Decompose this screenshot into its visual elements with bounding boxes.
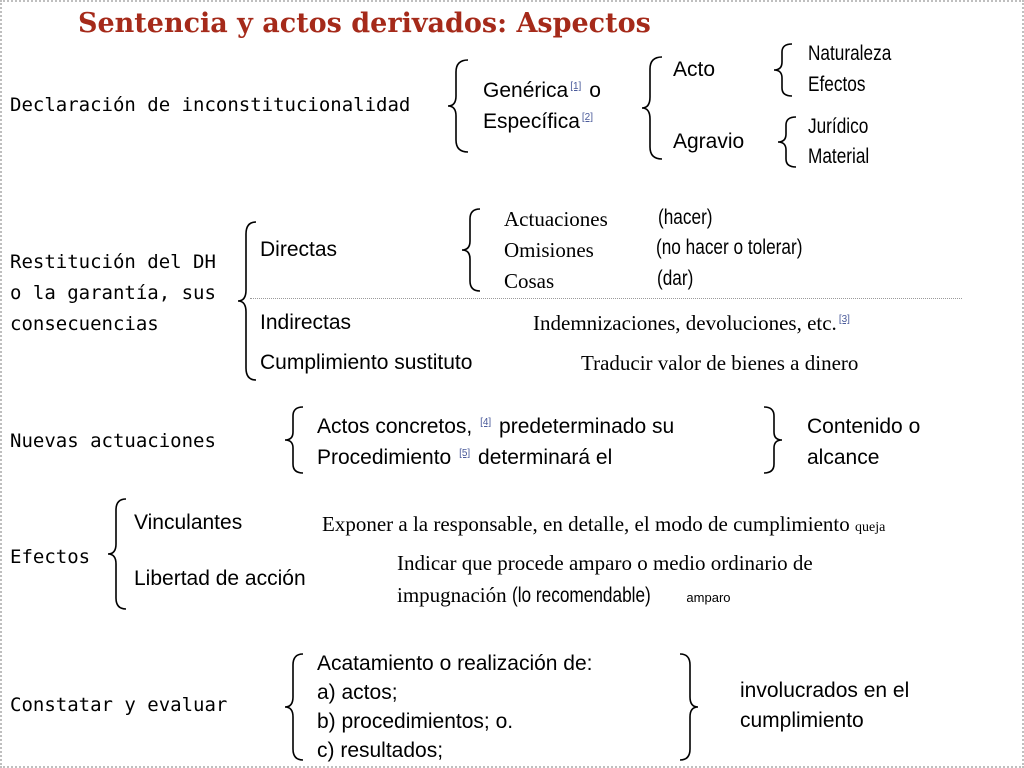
procedimiento-line bbox=[317, 446, 612, 470]
procedimiento-text: Procedimiento bbox=[317, 446, 452, 469]
actuaciones-label: Actuaciones bbox=[504, 207, 608, 231]
impugnacion-text: impugnación bbox=[397, 583, 507, 607]
indicar-line-2 bbox=[397, 583, 731, 608]
footnote-link-3[interactable]: [3] bbox=[838, 314, 850, 325]
o-text: o bbox=[589, 79, 601, 102]
restitucion-heading bbox=[10, 247, 216, 340]
vinculantes-label: Vinculantes bbox=[134, 511, 243, 534]
cosas-label: Cosas bbox=[504, 269, 555, 293]
indemnizaciones-text: Indemnizaciones, devoluciones, etc. bbox=[533, 311, 837, 335]
acatamiento-list bbox=[317, 649, 593, 765]
material-label: Material bbox=[808, 145, 870, 168]
actos-concretos-line bbox=[317, 415, 674, 439]
left-brace-icon bbox=[283, 405, 311, 477]
left-brace-icon bbox=[776, 115, 806, 171]
page-title: Sentencia y actos derivados: Aspectos bbox=[78, 8, 651, 39]
restitucion-line-2: o la garantía, sus bbox=[10, 282, 216, 304]
acatamiento-line-4: c) resultados; bbox=[317, 739, 444, 762]
hacer-label: (hacer) bbox=[658, 206, 713, 229]
recomendable-text: (lo recomendable) bbox=[511, 584, 651, 607]
no-hacer-label: (no hacer o tolerar) bbox=[656, 236, 803, 259]
footnote-link-4[interactable]: [4] bbox=[480, 417, 492, 428]
naturaleza-label: Naturaleza bbox=[808, 42, 892, 65]
right-brace-icon bbox=[760, 405, 788, 477]
acatamiento-line-3: b) procedimientos; o. bbox=[317, 710, 514, 733]
acatamiento-line-2: a) actos; bbox=[317, 681, 398, 704]
juridico-label: Jurídico bbox=[808, 115, 869, 138]
efectos-label: Efectos bbox=[808, 73, 866, 96]
exponer-line bbox=[322, 512, 885, 537]
restitucion-line-1: Restitución del DH bbox=[10, 251, 216, 273]
footnote-link-5[interactable]: [5] bbox=[459, 448, 471, 459]
left-brace-icon bbox=[460, 207, 488, 295]
traducir-label: Traducir valor de bienes a dinero bbox=[581, 351, 859, 375]
generica-line bbox=[483, 79, 601, 103]
amparo-text: amparo bbox=[686, 590, 731, 605]
queja-text: queja bbox=[855, 520, 886, 535]
acto-label: Acto bbox=[673, 58, 716, 81]
left-brace-icon bbox=[640, 55, 670, 161]
declaracion-heading: Declaración de inconstitucionalidad bbox=[10, 94, 411, 116]
dar-label: (dar) bbox=[657, 267, 694, 290]
cumplimiento-sustituto-label: Cumplimiento sustituto bbox=[260, 351, 473, 374]
involucrados-line-1: involucrados en el bbox=[740, 679, 910, 702]
footnote-link-2[interactable]: [2] bbox=[581, 112, 594, 123]
left-brace-icon bbox=[283, 652, 311, 764]
efectos-heading: Efectos bbox=[10, 546, 91, 568]
indirectas-label: Indirectas bbox=[260, 311, 352, 334]
involucrados-line-2: cumplimiento bbox=[740, 709, 864, 732]
left-brace-icon bbox=[772, 42, 802, 100]
constatar-heading: Constatar y evaluar bbox=[10, 694, 228, 716]
left-brace-icon bbox=[106, 497, 134, 613]
omisiones-label: Omisiones bbox=[504, 238, 594, 262]
right-brace-icon bbox=[676, 652, 704, 764]
nuevas-actuaciones-heading: Nuevas actuaciones bbox=[10, 430, 216, 452]
directas-label: Directas bbox=[260, 238, 338, 261]
acatamiento-line-1: Acatamiento o realización de: bbox=[317, 652, 593, 675]
indicar-line-1: Indicar que procede amparo o medio ordinario de bbox=[397, 551, 813, 575]
determinara-text: determinará el bbox=[478, 446, 613, 469]
agravio-label: Agravio bbox=[673, 130, 745, 153]
divider bbox=[250, 298, 962, 299]
especifica-line bbox=[483, 110, 595, 134]
alcance-label: alcance bbox=[807, 446, 880, 469]
generica-text: Genérica bbox=[483, 79, 569, 102]
exponer-text: Exponer a la responsable, en detalle, el modo de cumplimiento bbox=[322, 512, 850, 536]
contenido-label: Contenido o bbox=[807, 415, 921, 438]
libertad-label: Libertad de acción bbox=[134, 567, 306, 590]
predeterminado-text: predeterminado su bbox=[499, 415, 675, 438]
especifica-text: Específica bbox=[483, 110, 580, 133]
actos-concretos-text: Actos concretos, bbox=[317, 415, 473, 438]
footnote-link-1[interactable]: [1] bbox=[570, 81, 582, 92]
left-brace-icon bbox=[446, 58, 476, 154]
indemnizaciones-line bbox=[533, 311, 852, 336]
restitucion-line-3: consecuencias bbox=[10, 313, 159, 335]
